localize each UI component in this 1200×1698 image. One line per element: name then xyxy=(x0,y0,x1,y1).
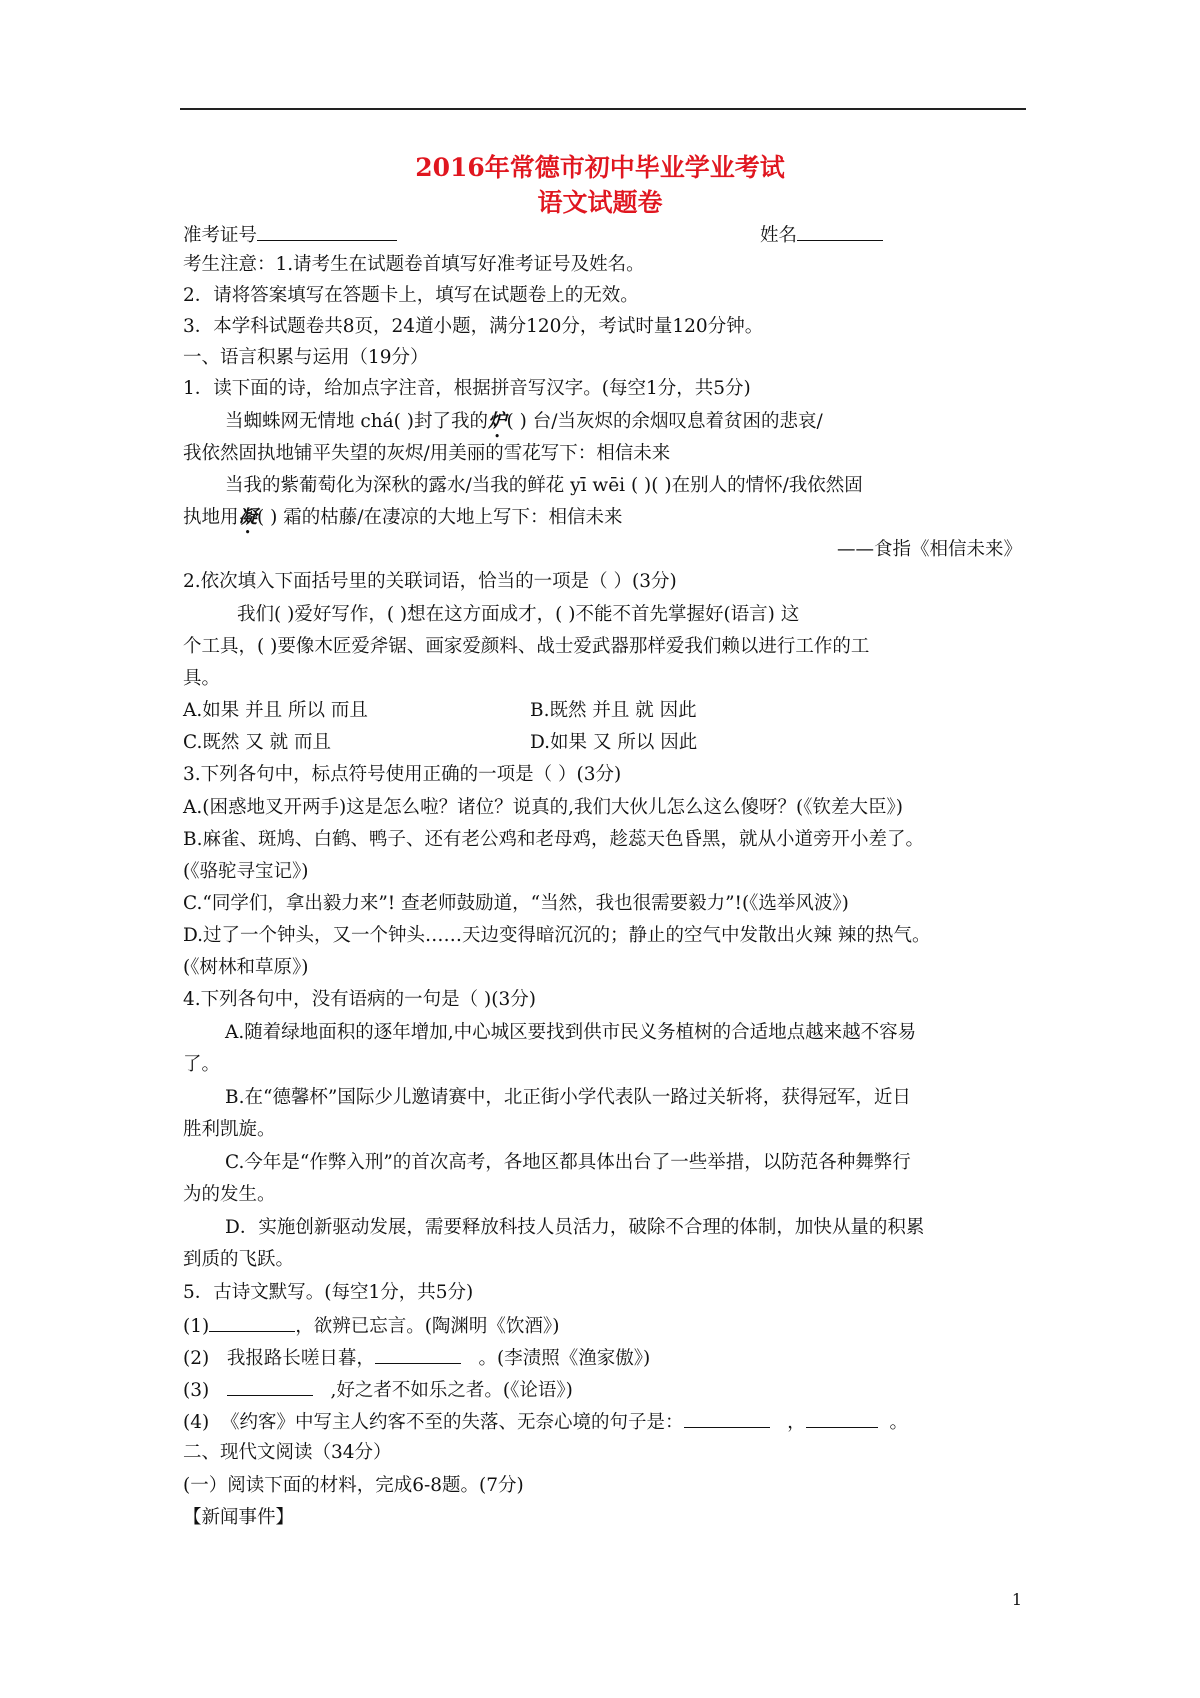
dotted-char-ning: 凝 xyxy=(238,507,258,528)
q1-poem-line2: 我依然固执地铺平失望的灰烬/用美丽的雪花写下：相信未来 xyxy=(183,443,671,464)
q5-blank-3[interactable] xyxy=(227,1377,313,1396)
header-rule xyxy=(180,108,1026,110)
q2-option-a: A.如果 并且 所以 而且 xyxy=(183,700,368,721)
q3-option-d-source: (《树林和草原》) xyxy=(183,957,309,978)
exam-id-label: 准考证号 xyxy=(183,225,258,246)
q2-option-d: D.如果 又 所以 因此 xyxy=(530,732,698,753)
q5-item1: (1) ，欲辨已忘言。(陶渊明《饮酒》) xyxy=(183,1313,559,1339)
q4-option-a-cont: 了。 xyxy=(183,1054,221,1075)
dotted-char-lu: 炉 xyxy=(488,411,507,432)
q1-poem-line1: 当蜘蛛网无情地 chá( )封了我的炉( ) 台/当灰烬的余烟叹息着贫困的悲哀/ xyxy=(225,411,823,432)
q3-option-d: D.过了一个钟头，又一个钟头……天边变得暗沉沉的；静止的空气中发散出火辣 辣的热气。 xyxy=(183,925,931,946)
exam-id-field xyxy=(183,222,397,248)
q3-option-b: B.麻雀、斑鸠、白鹤、鸭子、还有老公鸡和老母鸡，趁蕊天色昏黑，就从小道旁开小差了。 xyxy=(183,829,924,850)
name-blank[interactable] xyxy=(797,222,883,241)
exam-subtitle: 语文试题卷 xyxy=(537,188,663,217)
news-event-tag: 【新闻事件】 xyxy=(183,1507,295,1528)
q2-text-line3: 具。 xyxy=(183,668,221,689)
q1-poem-line3: 当我的紫葡萄化为深秋的露水/当我的鲜花 yī wēi ( )( )在别人的情怀/我依然固 xyxy=(225,475,863,496)
name-field xyxy=(760,222,883,248)
q2-option-b: B.既然 并且 就 因此 xyxy=(530,700,697,721)
q4-option-a: A.随着绿地面积的逐年增加,中心城区要找到供市民义务植树的合适地点越来越不容易 xyxy=(225,1022,917,1043)
note-2: 2．请将答案填写在答题卡上，填写在试题卷上的无效。 xyxy=(183,285,639,306)
q4-option-d: D．实施创新驱动发展，需要释放科技人员活力，破除不合理的体制，加快从量的积累 xyxy=(225,1217,925,1238)
q3-option-c: C.“同学们，拿出毅力来”! 查老师鼓励道，“当然，我也很需要毅力”!(《选举风波》) xyxy=(183,893,849,914)
q5-blank-5[interactable] xyxy=(806,1409,878,1428)
section2-heading: 二、现代文阅读（34分） xyxy=(183,1442,392,1463)
q1-poem-line4: 执地用凝( ) 霜的枯藤/在凄凉的大地上写下：相信未来 xyxy=(183,507,623,528)
q3-option-a: A.(困惑地叉开两手)这是怎么啦？诸位？说真的,我们大伙儿怎么这么傻呀？(《钦差大臣》) xyxy=(183,797,903,818)
q5-blank-2[interactable] xyxy=(375,1345,461,1364)
q1-source: ——食指《相信未来》 xyxy=(836,539,1022,560)
exam-id-blank[interactable] xyxy=(257,222,397,241)
q5-stem: 5．古诗文默写。(每空1分，共5分) xyxy=(183,1282,474,1303)
name-label: 姓名 xyxy=(760,225,798,246)
q2-stem: 2.依次填入下面括号里的关联词语，恰当的一项是（ ）(3分) xyxy=(183,571,677,592)
q3-option-b-source: (《骆驼寻宝记》) xyxy=(183,861,309,882)
q2-option-c: C.既然 又 就 而且 xyxy=(183,732,332,753)
q4-option-b: B.在“德馨杯”国际少儿邀请赛中，北正街小学代表队一路过关斩将，获得冠军，近日 xyxy=(225,1087,911,1108)
q5-item4: (4) 《约客》中写主人约客不至的失落、无奈心境的句子是： ， 。 xyxy=(183,1409,908,1435)
section2-sub1: (一）阅读下面的材料，完成6-8题。(7分) xyxy=(183,1475,524,1496)
q5-blank-1[interactable] xyxy=(209,1313,295,1332)
section1-heading: 一、语言积累与运用（19分） xyxy=(183,347,429,368)
q3-stem: 3.下列各句中，标点符号使用正确的一项是（ ）(3分) xyxy=(183,764,622,785)
q2-text-line1: 我们( )爱好写作，( )想在这方面成才，( )不能不首先掌握好(语言) 这 xyxy=(237,604,800,625)
q4-option-c-cont: 为的发生。 xyxy=(183,1184,276,1205)
q4-option-b-cont: 胜利凯旋。 xyxy=(183,1119,276,1140)
q4-stem: 4.下列各句中，没有语病的一句是（ )(3分) xyxy=(183,989,536,1010)
exam-title: 2016年常德市初中毕业学业考试 xyxy=(415,153,785,182)
q5-item2: (2) 我报路长嗟日暮， 。(李渍照《渔家傲》) xyxy=(183,1345,650,1371)
note-3: 3．本学科试题卷共8页，24道小题，满分120分，考试时量120分钟。 xyxy=(183,316,764,337)
q2-text-line2: 个工具，( )要像木匠爱斧锯、画家爱颜料、战士爱武器那样爱我们赖以进行工作的工 xyxy=(183,636,870,657)
q4-option-d-cont: 到质的飞跃。 xyxy=(183,1249,295,1270)
q4-option-c: C.今年是“作弊入刑”的首次高考，各地区都具体出台了一些举措，以防范各种舞弊行 xyxy=(225,1152,911,1173)
note-1: 考生注意：1.请考生在试题卷首填写好准考证号及姓名。 xyxy=(183,254,645,275)
q1-stem: 1．读下面的诗，给加点字注音，根据拼音写汉字。(每空1分，共5分) xyxy=(183,378,751,399)
q5-blank-4[interactable] xyxy=(684,1409,770,1428)
page-number: 1 xyxy=(1011,1590,1022,1609)
q5-item3: (3) ,好之者不如乐之者。(《论语》) xyxy=(183,1377,573,1403)
